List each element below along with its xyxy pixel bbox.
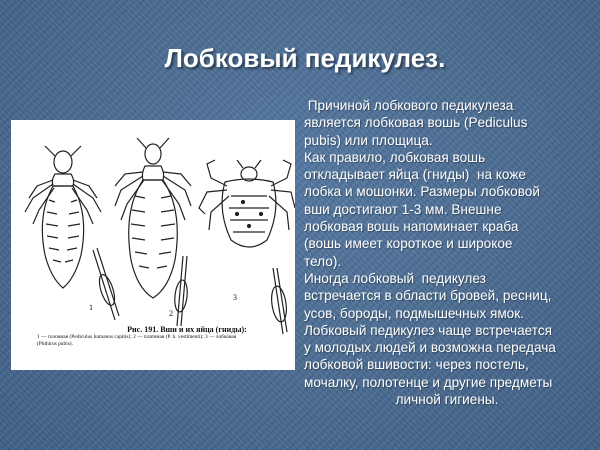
nit-on-hair-2 xyxy=(173,256,188,326)
body-line: лобковая вошь напоминает краба xyxy=(304,219,519,235)
lice-illustration xyxy=(11,120,295,370)
body-line: тело). xyxy=(304,253,342,269)
body-line: усов, бороды, подмышечных ямок. xyxy=(304,305,524,321)
body-line: является лобковая вошь (Pediculus xyxy=(304,115,528,131)
crab-louse-drawing xyxy=(199,160,295,247)
body-line: Лобковый педикулез чаще встречается xyxy=(304,322,552,338)
body-line: Иногда лобковый педикулез xyxy=(304,270,486,286)
slide-title: Лобковый педикулез. xyxy=(164,43,446,73)
caption-line: 1 — головная (Pediculus humanus capitis); 2 — платяная (P. h. vestimenti); 3 — лобковая xyxy=(37,334,237,340)
figure-label-2: 2 xyxy=(169,309,173,318)
caption-line: (Phthirus pubis). xyxy=(37,341,73,347)
body-line: Как правило, лобковая вошь xyxy=(304,149,486,165)
head-louse-drawing xyxy=(25,146,101,288)
caption-title: Рис. 191. Вши и их яйца (гниды): xyxy=(127,325,247,334)
body-line: откладывает яйца (гниды) на коже xyxy=(304,167,526,183)
body-line: встречается в области бровей, ресниц, xyxy=(304,288,552,304)
figure-caption xyxy=(37,325,295,348)
body-line: pubis) или площица. xyxy=(304,132,433,148)
body-line: у молодых людей и возможна передача xyxy=(304,340,556,356)
body-line: лобковой вшивости: через постель, xyxy=(304,357,529,373)
figure-label-3: 3 xyxy=(233,293,237,302)
body-line: (вошь имеет короткое и широкое xyxy=(304,236,513,252)
body-louse-drawing xyxy=(115,138,191,298)
figure-label-1: 1 xyxy=(89,303,93,312)
body-line: мочалку, полотенце и другие предметы xyxy=(304,374,553,390)
body-line: Причиной лобкового педикулеза xyxy=(304,98,514,113)
body-line: личной гигиены. xyxy=(395,392,499,408)
body-line: вши достигают 1-3 мм. Внешне xyxy=(304,201,502,217)
nit-on-hair-1 xyxy=(93,248,119,320)
body-line: лобка и мошонки. Размеры лобковой xyxy=(304,184,540,200)
slide-body-text xyxy=(304,97,590,408)
